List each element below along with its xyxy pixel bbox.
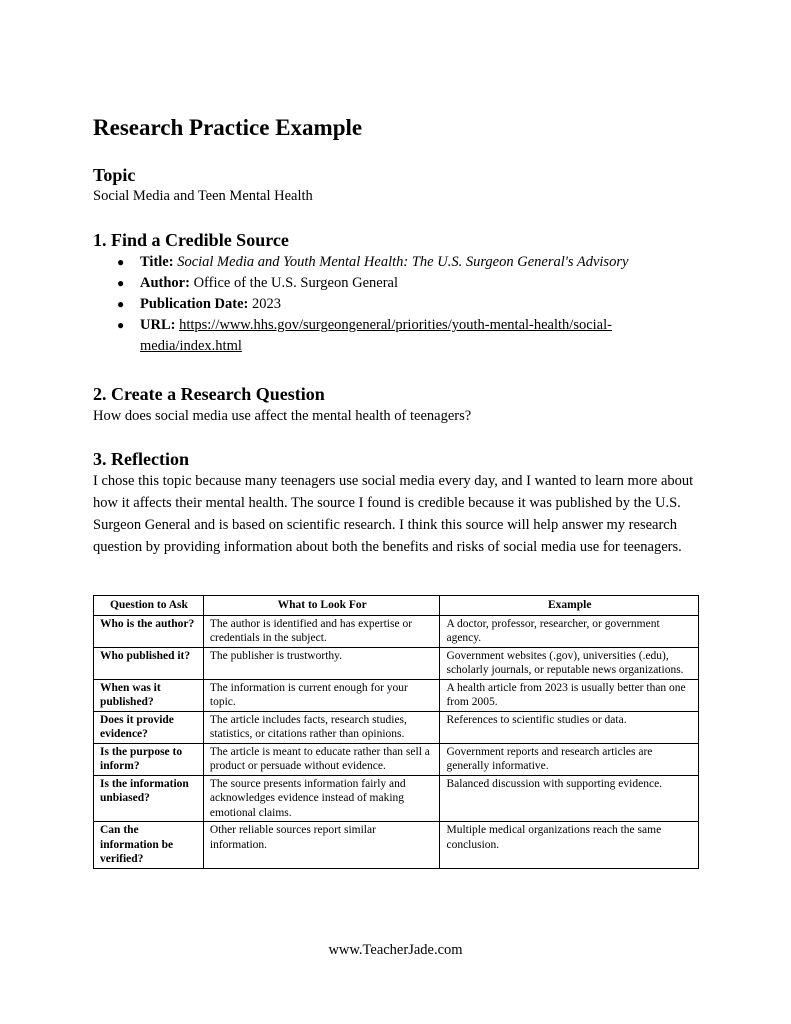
criteria-cell: Other reliable sources report similar information.: [203, 822, 440, 869]
list-item-author: [93, 273, 663, 294]
example-cell: Government reports and research articles are generally informative.: [440, 743, 699, 775]
reflection-text: I chose this topic because many teenagers use social media every day, and I wanted to learn more about how it affects their mental health. The source I found is credible because it was published by the U.S. Surgeon General and is based on scientific research. I think this source will help answer my research question by providing information about both the benefits and risks of social media use for teenagers.: [93, 473, 694, 555]
list-item-title: [93, 252, 663, 273]
criteria-cell: The information is current enough for your topic.: [203, 679, 440, 711]
table-row: [94, 822, 699, 869]
table-row: [94, 775, 699, 822]
table-row: [94, 711, 699, 743]
table-row: [94, 647, 699, 679]
table-row: [94, 679, 699, 711]
section2-heading: 2. Create a Research Question: [93, 384, 325, 404]
bullet-icon: ●: [117, 318, 125, 332]
source-url-link[interactable]: https://www.hhs.gov/surgeongeneral/priorities/youth-mental-health/social-media/index.html: [140, 317, 612, 354]
question-cell: Can the information be verified?: [94, 822, 204, 869]
table-row: [94, 615, 699, 647]
source-url-label: URL:: [140, 317, 176, 333]
source-title-label: Title:: [140, 254, 174, 270]
page-title: Research Practice Example: [93, 115, 363, 140]
credibility-table: [93, 595, 699, 869]
question-cell: When was it published?: [94, 679, 204, 711]
column-header: Example: [440, 596, 699, 616]
criteria-cell: The author is identified and has expertise or credentials in the subject.: [203, 615, 440, 647]
source-author-label: Author:: [140, 275, 190, 291]
criteria-cell: The article is meant to educate rather than sell a product or persuade without evidence.: [203, 743, 440, 775]
list-item-date: [93, 294, 663, 315]
bullet-icon: ●: [117, 297, 125, 311]
source-list: [93, 252, 663, 357]
section3-heading: 3. Reflection: [93, 449, 189, 469]
source-author-value: Office of the U.S. Surgeon General: [193, 275, 399, 291]
section1-heading: 1. Find a Credible Source: [93, 230, 289, 250]
source-date-value: 2023: [251, 296, 281, 312]
question-cell: Who is the author?: [94, 615, 204, 647]
column-header: What to Look For: [203, 596, 440, 616]
research-question: How does social media use affect the mental health of teenagers?: [93, 408, 472, 424]
example-cell: Balanced discussion with supporting evidence.: [440, 775, 699, 822]
table-header-row: [94, 596, 699, 616]
question-cell: Does it provide evidence?: [94, 711, 204, 743]
example-cell: A doctor, professor, researcher, or government agency.: [440, 615, 699, 647]
topic-text: Social Media and Teen Mental Health: [93, 188, 313, 204]
example-cell: Multiple medical organizations reach the same conclusion.: [440, 822, 699, 869]
question-cell: Is the information unbiased?: [94, 775, 204, 822]
criteria-cell: The publisher is trustworthy.: [203, 647, 440, 679]
topic-heading: Topic: [93, 165, 136, 185]
list-item-url: [93, 315, 663, 357]
footer-website: www.TeacherJade.com: [328, 942, 463, 958]
column-header: Question to Ask: [94, 596, 204, 616]
table-row: [94, 743, 699, 775]
example-cell: Government websites (.gov), universities (.edu), scholarly journals, or reputable news organizations.: [440, 647, 699, 679]
criteria-cell: The article includes facts, research studies, statistics, or citations rather than opinions.: [203, 711, 440, 743]
question-cell: Who published it?: [94, 647, 204, 679]
bullet-icon: ●: [117, 276, 125, 290]
example-cell: References to scientific studies or data.: [440, 711, 699, 743]
bullet-icon: ●: [117, 255, 125, 269]
source-date-label: Publication Date:: [140, 296, 249, 312]
question-cell: Is the purpose to inform?: [94, 743, 204, 775]
criteria-cell: The source presents information fairly and acknowledges evidence instead of making emotional claims.: [203, 775, 440, 822]
source-title-value: Social Media and Youth Mental Health: The U.S. Surgeon General's Advisory: [177, 254, 629, 270]
example-cell: A health article from 2023 is usually better than one from 2005.: [440, 679, 699, 711]
